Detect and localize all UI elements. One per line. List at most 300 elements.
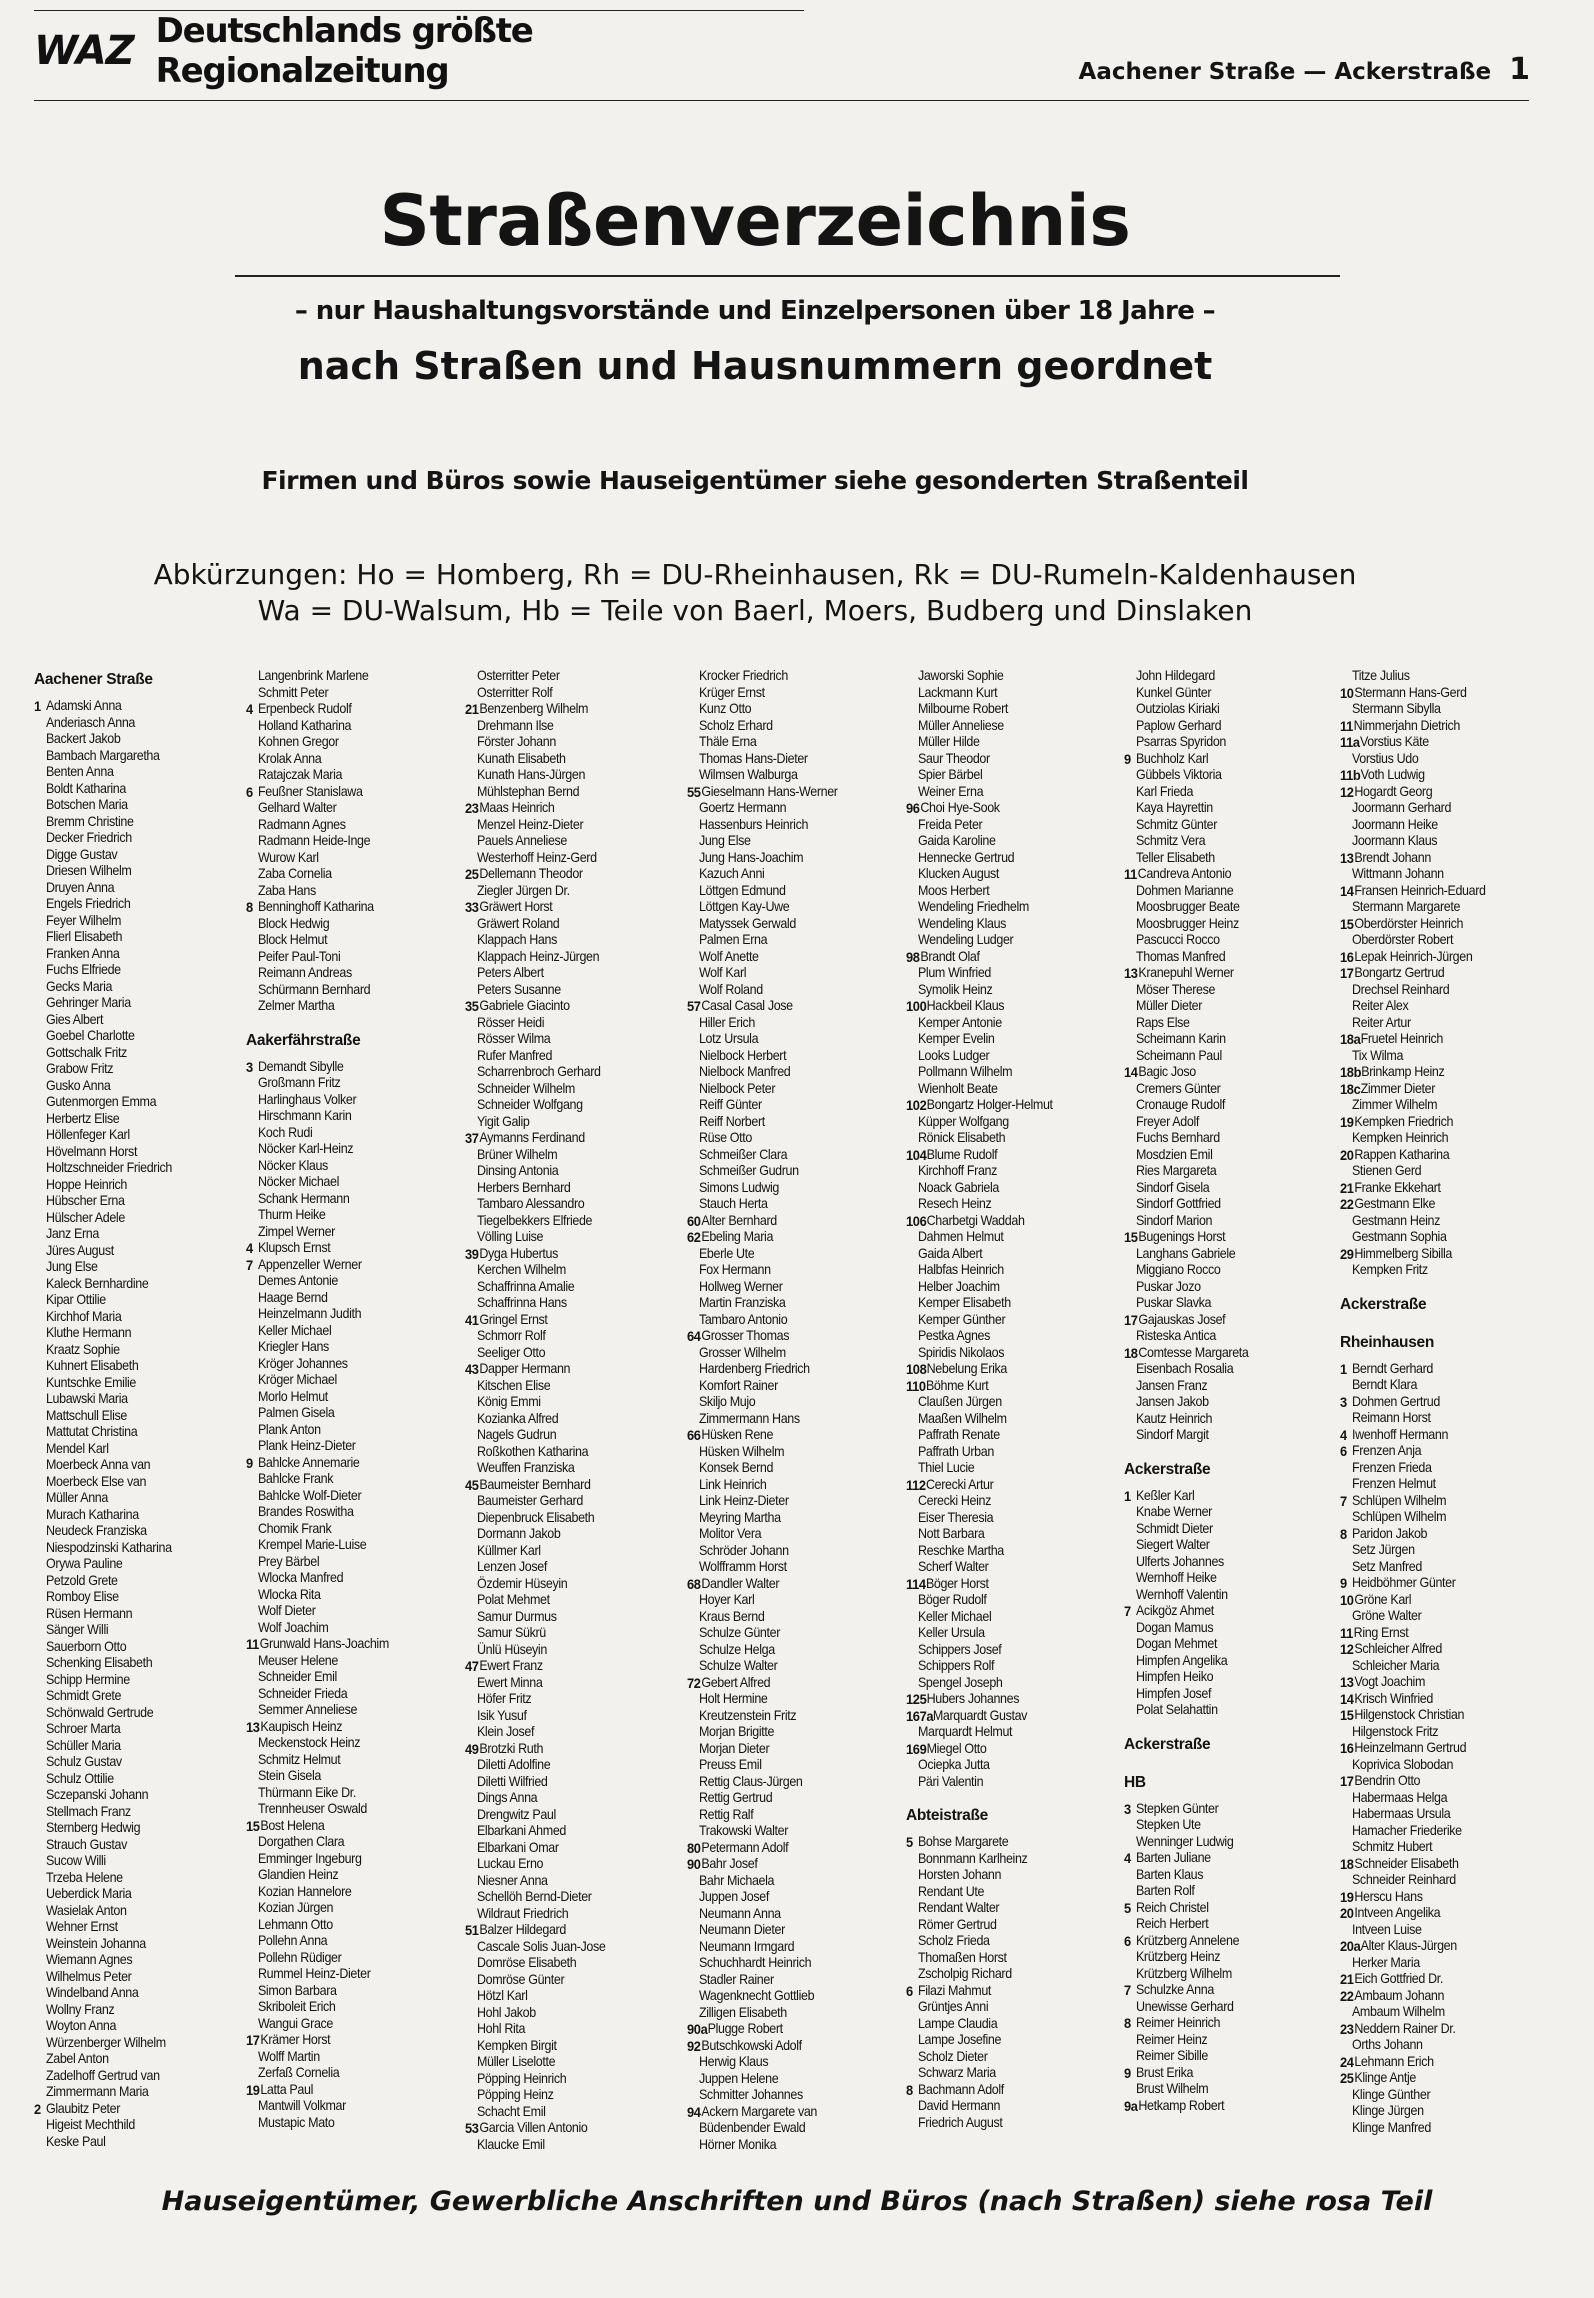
resident-name: Lubawski Maria (45, 1391, 128, 1406)
resident-name: Symolik Heinz (917, 981, 993, 997)
resident-name: Berndt Klara (1351, 1377, 1418, 1392)
resident-name: Martin Franziska (698, 1295, 786, 1310)
resident-entry (906, 1410, 1007, 1428)
house-number: 15 (1340, 915, 1354, 932)
resident-name: Barten Klaus (1135, 1866, 1204, 1882)
resident-entry (1124, 2097, 1225, 2115)
resident-name: Dogan Mamus (1135, 1619, 1214, 1635)
resident-name: Keske Paul (45, 2133, 106, 2149)
resident-name: Bahlcke Annemarie (257, 1454, 360, 1470)
resident-entry (246, 2065, 351, 2082)
resident-entry (1340, 1641, 1442, 1658)
resident-name: Cremers Günter (1135, 1080, 1221, 1096)
house-number: 17 (1124, 1311, 1138, 1328)
resident-name: Baumeister Gerhard (476, 1493, 583, 1508)
house-number: 41 (465, 1311, 479, 1328)
resident-entry (1124, 1229, 1226, 1246)
resident-entry (246, 1504, 354, 1521)
resident-entry (246, 1999, 351, 2016)
resident-entry (1340, 915, 1464, 933)
resident-entry (1124, 1212, 1213, 1230)
resident-name: Hübscher Erna (45, 1193, 125, 1208)
house-number: 13 (1340, 1674, 1354, 1690)
street-heading: Aachener Straße (34, 671, 153, 688)
resident-name: Goertz Hermann (698, 800, 787, 815)
resident-name: Klinge Manfred (1351, 2119, 1431, 2135)
resident-entry (246, 1818, 351, 1835)
resident-name: Engels Friedrich (45, 896, 131, 911)
resident-entry (906, 899, 1029, 916)
resident-name: Krempel Marie-Luise (257, 1537, 367, 1552)
resident-name: Neumann Irmgard (698, 1938, 795, 1954)
resident-entry (1340, 1905, 1441, 1922)
resident-entry (906, 1707, 1028, 1725)
house-number: 5 (1124, 1899, 1131, 1916)
resident-name: Diletti Wilfried (476, 1773, 548, 1789)
resident-entry (34, 1589, 143, 1606)
resident-name: Thiel Lucie (917, 1460, 975, 1475)
house-number: 23 (465, 800, 479, 816)
resident-name: Schürmann Bernhard (257, 981, 371, 997)
resident-entry (1124, 2048, 1208, 2065)
resident-name: Himpfen Angelika (1135, 1652, 1228, 1668)
directory-column-2 (246, 668, 389, 2131)
resident-name: Zadelhoff Gertrud van (45, 2067, 160, 2083)
resident-name: Glaubitz Peter (45, 2100, 121, 2116)
resident-name: Dormann Jakob (476, 1526, 561, 1541)
resident-name: Jung Hans-Joachim (698, 849, 804, 865)
resident-name: Romboy Elise (45, 1589, 119, 1604)
resident-entry (1124, 1146, 1213, 1164)
resident-entry (246, 1719, 351, 1736)
resident-name: Wenninger Ludwig (1135, 1833, 1234, 1849)
title-rule (235, 275, 1340, 277)
resident-name: Backert Jakob (45, 731, 121, 746)
house-number: 18a (1340, 1031, 1361, 1047)
resident-entry (906, 1982, 992, 2000)
resident-name: Nimmerjahn Dietrich (1353, 717, 1460, 733)
house-number: 8 (1340, 1525, 1347, 1542)
resident-entry (1124, 767, 1222, 784)
resident-entry (246, 1471, 351, 1488)
house-number: 15 (1124, 1229, 1138, 1245)
resident-entry (1124, 668, 1215, 685)
resident-name: Franken Anna (45, 945, 120, 961)
resident-name: Schmitz Hubert (1351, 1839, 1433, 1854)
resident-name: Diletti Adolfine (476, 1757, 551, 1772)
resident-name: Schulze Günter (698, 1625, 781, 1640)
resident-entry (1124, 965, 1234, 982)
resident-entry (246, 2016, 351, 2033)
resident-name: Stadler Rainer (698, 1971, 774, 1987)
resident-entry (1340, 1592, 1427, 1609)
resident-name: Maaßen Wilhelm (917, 1410, 1007, 1426)
resident-entry (906, 1031, 995, 1048)
resident-entry (34, 1441, 143, 1458)
house-number: 102 (906, 1097, 927, 1113)
resident-name: Baumeister Bernhard (479, 1476, 591, 1492)
resident-name: Wolf Roland (698, 981, 763, 997)
resident-entry (1340, 734, 1427, 751)
resident-entry (1340, 1262, 1427, 1279)
resident-name: Preuss Emil (698, 1757, 762, 1772)
resident-entry (906, 1592, 987, 1609)
resident-name: Schulzke Anna (1135, 1982, 1214, 1997)
resident-name: Reich Herbert (1135, 1916, 1209, 1931)
resident-entry (1340, 1229, 1447, 1246)
resident-entry (1340, 701, 1441, 718)
resident-name: Iwenhoff Hermann (1351, 1426, 1449, 1442)
resident-name: Wasielak Anton (45, 1902, 127, 1918)
resident-entry (246, 1323, 351, 1340)
house-number: 13 (1340, 849, 1354, 866)
house-number: 39 (465, 1245, 479, 1262)
resident-name: Gebert Alfred (701, 1674, 771, 1690)
house-number: 19 (1340, 1113, 1354, 1130)
resident-name: Schippers Josef (917, 1641, 1002, 1657)
resident-name: Peters Albert (476, 965, 544, 980)
house-number: 7 (1340, 1492, 1347, 1509)
resident-entry (34, 2067, 160, 2085)
resident-entry (1124, 998, 1203, 1015)
resident-name: Isik Yusuf (476, 1707, 527, 1723)
resident-name: Charbetgi Waddah (926, 1212, 1025, 1228)
resident-entry (246, 1669, 351, 1686)
resident-name: Osterritter Peter (476, 668, 560, 683)
resident-name: Schmitz Günter (1135, 816, 1217, 832)
resident-entry (1124, 1586, 1228, 1604)
resident-entry (1340, 1443, 1427, 1460)
resident-name: Gies Albert (45, 1011, 104, 1027)
resident-name: Spier Bärbel (917, 767, 983, 782)
resident-name: Heidböhmer Günter (1351, 1575, 1456, 1590)
resident-name: Grüntjes Anni (917, 1999, 989, 2014)
resident-name: Schmitter Johannes (698, 2087, 803, 2102)
resident-entry (34, 1210, 143, 1227)
resident-name: Mattschull Elise (45, 1407, 127, 1423)
street-heading: Abteistraße (906, 1807, 988, 1824)
resident-entry (1340, 2070, 1427, 2087)
resident-name: Krocker Friedrich (698, 668, 788, 683)
resident-name: Bahr Michaela (698, 1872, 775, 1888)
resident-entry (1340, 833, 1438, 850)
resident-name: Vorstius Udo (1351, 750, 1419, 766)
resident-entry (246, 1339, 351, 1356)
resident-name: Hülscher Adele (45, 1209, 125, 1225)
resident-name: Westerhoff Heinz-Gerd (476, 849, 597, 865)
resident-name: Elbarkani Omar (476, 1839, 559, 1855)
resident-entry (1124, 849, 1215, 867)
street-heading: Aakerfährstraße (246, 1031, 361, 1049)
resident-name: Pöpping Heinrich (476, 2070, 567, 2086)
resident-entry (246, 1273, 351, 1290)
resident-name: Holtzschneider Friedrich (45, 1160, 172, 1175)
house-number: 15 (246, 1817, 260, 1834)
resident-name: Seeliger Otto (476, 1344, 546, 1360)
resident-entry (906, 800, 1000, 817)
resident-name: Thomaßen Horst (917, 1949, 1007, 1965)
resident-name: Tiegelbekkers Elfriede (476, 1212, 593, 1228)
resident-entry (246, 916, 351, 933)
resident-name: Luckau Erno (476, 1856, 544, 1871)
resident-entry (1340, 882, 1486, 900)
resident-name: Keller Ursula (917, 1625, 985, 1640)
footer-note: Hauseigentümer, Gewerbliche Anschriften und Büros (nach Straßen) siehe rosa Teil (161, 2186, 1433, 2217)
resident-name: Nöcker Michael (257, 1174, 339, 1189)
house-number: 14 (1124, 1064, 1138, 1080)
resident-name: Molitor Vera (698, 1526, 762, 1541)
resident-entry (246, 1933, 351, 1950)
resident-entry (906, 998, 1005, 1015)
resident-entry (1340, 1245, 1452, 1263)
resident-name: Müller Dieter (1135, 998, 1203, 1013)
house-number: 90a (687, 2021, 708, 2037)
resident-name: Frenzen Frieda (1351, 1459, 1432, 1475)
resident-entry (906, 1575, 989, 1593)
resident-name: König Emmi (476, 1394, 541, 1409)
resident-name: Vorstius Käte (1359, 734, 1429, 749)
resident-entry (34, 1193, 143, 1210)
resident-name: Dahmen Helmut (917, 1229, 1004, 1244)
resident-entry (34, 1688, 143, 1705)
resident-name: Semmer Anneliese (257, 1702, 358, 1717)
resident-name: Klupsch Ernst (257, 1240, 331, 1255)
house-number: 21 (465, 701, 479, 717)
resident-entry (1124, 1669, 1214, 1686)
resident-entry (34, 995, 143, 1012)
resident-name: Lampe Claudia (917, 2015, 998, 2031)
resident-entry (34, 764, 143, 781)
resident-entry (34, 1655, 153, 1672)
resident-name: Kempken Fritz (1351, 1262, 1428, 1277)
resident-name: Küllmer Karl (476, 1542, 541, 1558)
resident-name: Wendeling Klaus (917, 915, 1007, 931)
resident-name: Kohnen Gregor (257, 734, 339, 749)
resident-entry (1340, 2119, 1431, 2137)
resident-name: David Hermann (917, 2098, 1001, 2113)
resident-name: Setz Jürgen (1351, 1542, 1415, 1557)
resident-entry (246, 1108, 351, 1125)
resident-name: Freida Peter (917, 816, 983, 832)
resident-name: Kemper Antonie (917, 1014, 1002, 1030)
resident-entry (246, 1438, 356, 1455)
resident-name: Drengwitz Paul (476, 1806, 556, 1822)
resident-name: Kuhnert Elisabeth (45, 1358, 139, 1373)
resident-entry (1340, 2004, 1445, 2021)
resident-entry (1340, 1806, 1451, 1823)
resident-entry (906, 965, 992, 982)
resident-name: Casal Casal Jose (701, 998, 793, 1013)
resident-name: Freyer Adolf (1135, 1113, 1199, 1129)
house-number: 17 (246, 2032, 260, 2048)
resident-name: Schenking Elisabeth (45, 1655, 153, 1670)
resident-entry (34, 1837, 143, 1854)
resident-name: Sucow Willi (45, 1853, 106, 1868)
resident-entry (1124, 750, 1209, 768)
resident-name: Plugge Robert (707, 2021, 783, 2036)
resident-name: Kempken Friedrich (1354, 1113, 1454, 1129)
resident-name: Link Heinz-Dieter (698, 1493, 789, 1508)
resident-name: Herker Maria (1351, 1954, 1420, 1970)
resident-entry (34, 814, 143, 831)
resident-entry (1124, 1377, 1208, 1395)
resident-entry (1340, 2037, 1427, 2054)
resident-entry (1124, 1817, 1203, 1834)
resident-name: Koch Rudi (257, 1124, 313, 1140)
resident-name: Morjan Brigitte (698, 1724, 775, 1739)
resident-name: Kröger Michael (257, 1372, 337, 1387)
resident-name: Hoppe Heinrich (45, 1176, 128, 1192)
resident-name: Reimann Horst (1351, 1410, 1431, 1425)
resident-entry (246, 949, 351, 966)
resident-entry (246, 2115, 351, 2132)
house-number: 21 (1340, 1971, 1354, 1987)
resident-name: Sternberg Hedwig (45, 1820, 141, 1835)
resident-name: Brinkamp Heinz (1361, 1064, 1445, 1079)
resident-name: Unewisse Gerhard (1135, 1998, 1234, 2014)
resident-entry (246, 1125, 351, 1142)
resident-name: Hollweg Werner (698, 1278, 783, 1294)
resident-name: Frenzen Helmut (1351, 1476, 1436, 1491)
resident-name: Brust Wilhelm (1135, 2081, 1209, 2096)
resident-name: Frenzen Anja (1351, 1443, 1422, 1458)
abbreviations-line-2: Wa = DU-Walsum, Hb = Teile von Baerl, Moers, Budberg und Dinslaken (257, 594, 1253, 627)
resident-name: Feußner Stanislawa (257, 783, 363, 799)
resident-name: Krolak Anna (257, 750, 322, 766)
resident-name: Dings Anna (476, 1790, 538, 1805)
resident-entry (246, 1075, 351, 1092)
resident-name: Janz Erna (45, 1226, 99, 1241)
house-number: 104 (906, 1146, 927, 1163)
resident-entry (906, 1773, 984, 1791)
resident-entry (906, 1691, 1020, 1708)
resident-name: Stermann Margarete (1351, 899, 1461, 914)
resident-entry (246, 883, 351, 900)
resident-entry (1124, 1361, 1234, 1378)
resident-entry (34, 1622, 143, 1639)
resident-name: Alter Bernhard (701, 1212, 777, 1228)
resident-entry (1340, 981, 1450, 999)
resident-name: Intveen Angelika (1354, 1905, 1441, 1920)
resident-name: Roßkothen Katharina (476, 1443, 589, 1459)
resident-name: Özdemir Hüseyin (476, 1575, 568, 1591)
resident-name: Link Heinrich (698, 1476, 767, 1492)
resident-name: Moerbeck Else van (45, 1473, 147, 1489)
resident-name: Meuser Helene (257, 1652, 338, 1668)
resident-entry (906, 1476, 994, 1494)
resident-name: Gutenmorgen Emma (45, 1094, 157, 1109)
resident-entry (1124, 1537, 1210, 1554)
resident-name: Reschke Martha (917, 1542, 1004, 1558)
resident-name: Zimmer Wilhelm (1351, 1097, 1438, 1112)
resident-name: Herbers Bernhard (476, 1179, 571, 1195)
resident-entry (1340, 2103, 1427, 2120)
resident-name: Schellöh Bernd-Dieter (476, 1889, 592, 1904)
resident-entry (1340, 1509, 1447, 1526)
house-number: 7 (1124, 1603, 1131, 1619)
resident-name: Zscholpig Richard (917, 1966, 1012, 1981)
house-number: 6 (1340, 1443, 1347, 1459)
resident-name: Cascale Solis Juan-Jose (476, 1938, 606, 1954)
resident-name: Bahlcke Frank (257, 1471, 334, 1486)
resident-entry (1340, 1872, 1456, 1889)
resident-entry (34, 731, 143, 748)
resident-entry (34, 1111, 143, 1128)
resident-entry (1124, 2081, 1209, 2098)
resident-name: Hubers Johannes (926, 1691, 1020, 1706)
resident-entry (246, 1917, 351, 1934)
resident-name: Mustapic Mato (257, 2114, 335, 2130)
resident-name: Wernhoff Heike (1135, 1570, 1217, 1585)
resident-entry (1124, 784, 1203, 801)
resident-entry (34, 1804, 143, 1821)
resident-name: Keller Michael (917, 1608, 992, 1624)
resident-entry (246, 1784, 356, 1802)
resident-entry (906, 817, 981, 834)
resident-name: Chomik Frank (257, 1520, 332, 1536)
resident-name: Kranepuhl Werner (1138, 965, 1234, 980)
resident-name: Schank Hermann (257, 1190, 350, 1206)
house-number: 17 (1340, 1773, 1354, 1789)
resident-name: Kemper Günther (917, 1311, 1006, 1327)
resident-name: Reimer Heinrich (1135, 2015, 1221, 2030)
resident-name: Zerfaß Cornelia (257, 2065, 340, 2080)
resident-name: Choi Hye-Sook (920, 800, 1000, 815)
resident-entry (34, 1160, 172, 1177)
resident-entry (906, 1262, 1004, 1279)
resident-name: Zimmermann Maria (45, 2084, 149, 2099)
house-number: 6 (246, 783, 253, 800)
resident-entry (906, 767, 981, 784)
resident-entry (1124, 1311, 1226, 1329)
resident-name: Wangui Grace (257, 2015, 334, 2031)
resident-name: Diepenbruck Elisabeth (476, 1509, 595, 1525)
resident-name: Klappach Heinz-Jürgen (476, 948, 600, 964)
resident-entry (906, 1658, 995, 1675)
resident-entry (34, 880, 143, 897)
resident-name: Schneider Elisabeth (1354, 1855, 1459, 1871)
resident-name: Block Hedwig (257, 915, 330, 931)
resident-name: Miggiano Rocco (1135, 1262, 1221, 1277)
resident-name: Klucken August (917, 866, 1000, 881)
house-number: 106 (906, 1212, 927, 1229)
resident-entry (246, 1752, 351, 1769)
resident-name: Rummel Heinz-Dieter (257, 1966, 371, 1981)
resident-name: Bongartz Holger-Helmut (926, 1097, 1053, 1112)
resident-name: Sindorf Marion (1135, 1212, 1213, 1228)
resident-entry (1340, 1459, 1432, 1477)
resident-name: Konsek Bernd (698, 1460, 774, 1475)
resident-name: Neumann Anna (698, 1905, 781, 1921)
resident-entry (906, 1526, 985, 1543)
house-number: 64 (687, 1328, 701, 1344)
resident-name: Nagels Gudrun (476, 1427, 557, 1442)
resident-name: Simons Ludwig (698, 1179, 779, 1195)
house-number: 9 (1124, 2064, 1131, 2081)
resident-entry (906, 833, 996, 850)
resident-name: Pöpping Heinz (476, 2087, 554, 2102)
masthead (34, 10, 804, 91)
resident-name: Krisch Winfried (1354, 1690, 1433, 1706)
resident-name: Skiljo Mujo (698, 1394, 756, 1409)
house-number: 35 (465, 998, 479, 1014)
resident-entry (1340, 1707, 1465, 1724)
resident-name: Joormann Heike (1351, 816, 1438, 832)
resident-name: Karl Frieda (1135, 783, 1194, 799)
resident-name: Klappach Hans (476, 932, 557, 947)
resident-name: Herscu Hans (1354, 1888, 1423, 1904)
resident-entry (906, 1834, 1009, 1851)
